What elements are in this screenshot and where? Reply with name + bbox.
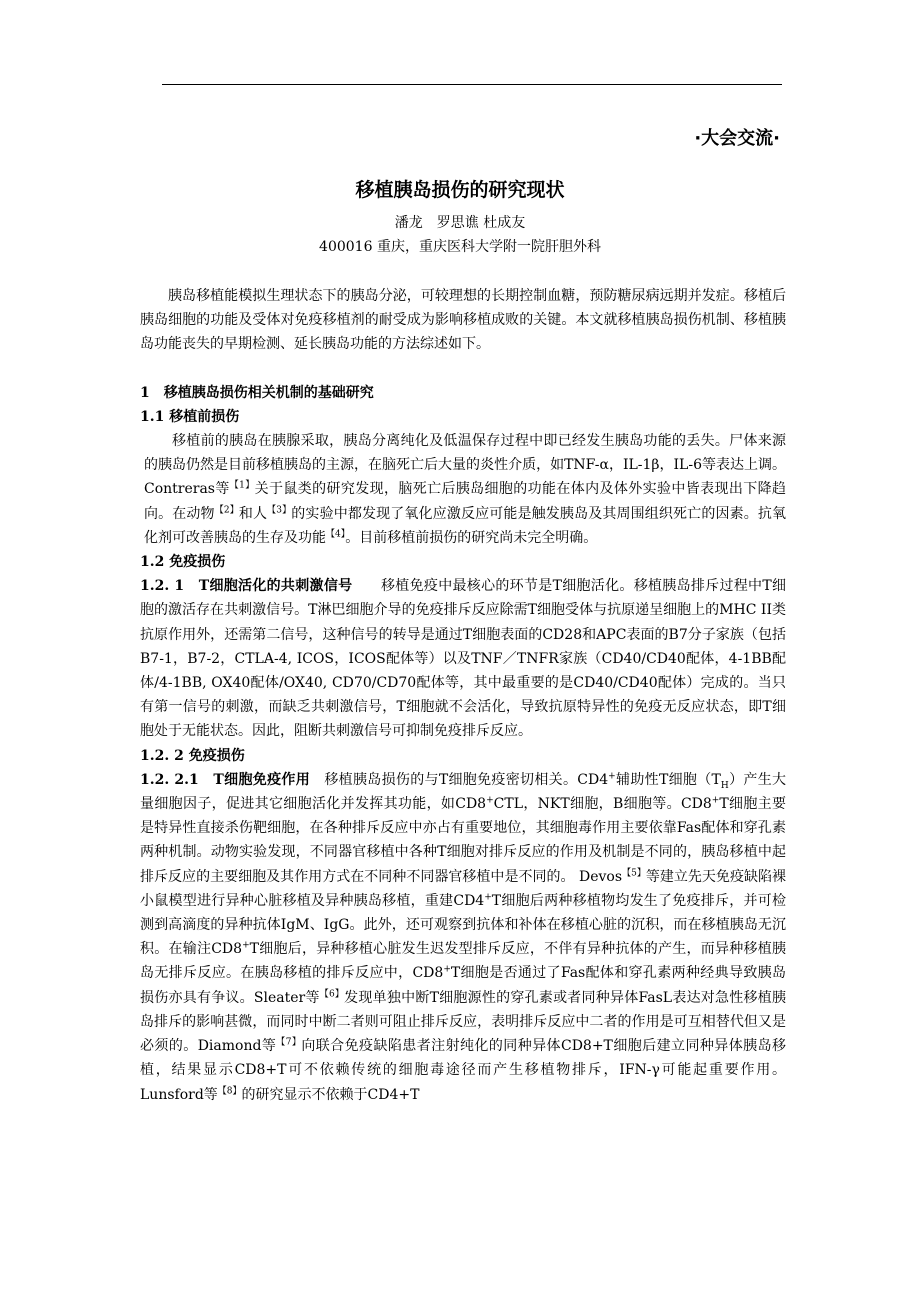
article-body [140,284,786,1107]
text-run: T细胞主要是特异性直接杀伤靶细胞，在各种排斥反应中亦占有重要地位，其细胞毒作用主要依靠Fas配体和穿孔素两种机制。动物实验发现，不同器官移植中各种T细胞对排斥反应的作用及机制是不同的，胰岛移植中起排斥反应的主要细胞及其作用方式在不同种不同器官移植中是不同的。 Devos [140,796,786,885]
text-run: 移植免疫中最核心的环节是T细胞活化。移植胰岛排斥过程中T细胞的激活存在共刺激信号。T淋巴细胞介导的免疫排斥反应除需T细胞受体与抗原递呈细胞上的MHC II类抗原作用外，还需第二信号，这种信号的转导是通过T细胞表面的CD28和APC表面的B7分子家族（包括B7-1，B7-2，CTLA-4, ICOS，ICOS配体等）以及TNF／TNFR家族（CD40/CD40配体，4-1BB配体/4-1BB, OX40配体/OX40, CD70/CD70配体等，其中最重要的是CD40/CD40配体）完成的。当只有第一信号的刺激，而缺乏共刺激信号，T细胞就不会活化，导致抗原特异性的免疫无反应状态，即T细胞处于无能状态。因此，阻断共刺激信号可抑制免疫排斥反应。 [140,578,786,740]
text-run: 向联合免疫缺陷患者注射纯化的同种异体CD8+T细胞后建立同种异体胰岛移植，结果显示CD8+T可不依赖传统的细胞毒途径而产生移植物排斥，IFN-γ可能起重要作用。Lunsford等 [140,1038,786,1103]
authors: 潘龙 罗思谯 杜成友 [394,215,526,231]
superscript-plus: + [711,795,720,806]
text-run: T细胞后两种移植物均发生了免疫排斥，并可检测到高滴度的异种抗体IgM、IgG。此外，还可观察到抗体和补体在移植心脏的沉积，而在移植胰岛无沉积。在输注CD8 [140,892,787,958]
affiliation: 400016 重庆，重庆医科大学附一院肝胆外科 [319,239,601,255]
text-run: T细胞后，异种移植心脏发生迟发型排斥反应，不伴有异种抗体的产生，而异种移植胰岛无排斥反应。在胰岛移植的排斥反应中，CD8 [140,941,787,982]
article-title: 移植胰岛损伤的研究现状 [355,179,565,201]
superscript-plus: + [242,940,250,951]
section-1-1-paragraph [144,429,786,550]
section-1-2-2-1-paragraph [140,768,786,1107]
text-run: ）产生大量细胞因子，促进其它细胞活化并发挥其功能，如CD8 [140,771,787,813]
superscript-plus: + [484,892,492,903]
section-1-2-2-heading: 1.2. 2 免疫损伤 [140,747,245,764]
citation-3: 【3】 [267,504,292,515]
text-run: 和人 [238,505,268,522]
column-tag: ·大会交流· [694,128,780,149]
text-run: 关于鼠类的研究发现，脑死亡后胰岛细胞的功能在体内及体外实验中皆表现出下降趋向。在动物 [144,481,787,522]
text-run: CTL，NKT细胞，B细胞等。CD8 [493,796,712,813]
abstract-paragraph: 胰岛移植能模拟生理状态下的胰岛分泌，可较理想的长期控制血糖，预防糖尿病远期并发症。移植后胰岛细胞的功能及受体对免疫移植剂的耐受成为影响移植成败的关键。本文就移植胰岛损伤机制、移植胰岛功能丧失的早期检测、延长胰岛功能的方法综述如下。 [140,288,786,353]
text-run: T细胞是否通过了Fas配体和穿孔素两种经典导致胰岛损伤亦具有争议。Sleater等 [140,965,787,1006]
superscript-plus: + [486,795,494,806]
text-run: 移植前的胰岛在胰腺采取，胰岛分离纯化及低温保存过程中即已经发生胰岛功能的丢失。尸体来源的胰岛仍然是目前移植胰岛的主源，在脑死亡后大量的炎性介质，如TNF-α，IL-1β，IL-6等表达上调。Contreras等 [144,433,786,498]
section-1-1-body [140,429,786,550]
section-1-2-1-paragraph [140,574,786,743]
spacer [140,357,786,381]
text-run: 。目前移植前损伤的研究尚未完全明确。 [345,529,598,546]
citation-4: 【4】 [326,529,346,540]
text-run: 移植胰岛损伤的与T细胞免疫密切相关。CD4 [324,771,609,788]
citation-8: 【8】 [217,1085,242,1096]
subscript-h: H [720,780,729,791]
header-rule [162,84,782,85]
text-run: 发现单独中断T细胞源性的穿孔素或者同种异体FasL表达对急性移植胰岛排斥的影响甚微，而同时中断二者则可阻止排斥反应，表明排斥反应中二者的作用是可互相替代但又是必须的。Diamond等 [140,989,786,1055]
citation-2: 【2】 [214,504,239,515]
section-1-2-1-heading: 1.2. 1 T细胞活化的共刺激信号 [140,578,353,595]
superscript-plus: + [443,964,451,975]
text-run: 等建立先天免疫缺陷裸小鼠模型进行异种心脏移植及异种胰岛移植，重建CD4 [140,868,786,909]
citation-7: 【7】 [276,1037,302,1048]
citation-1: 【1】 [229,480,255,491]
text-run: 的实验中都发现了氧化应激反应可能是触发胰岛及其周围组织死亡的因素。抗氧化剂可改善胰岛的生存及功能 [144,505,787,546]
citation-5: 【5】 [622,868,646,879]
section-1-heading: 1 移植胰岛损伤相关机制的基础研究 [140,384,374,401]
section-1-1-heading: 1.1 移植前损伤 [140,408,240,425]
citation-6: 【6】 [319,989,345,1000]
superscript-plus: + [608,771,616,782]
section-1-2-heading: 1.2 免疫损伤 [140,554,226,571]
text-run: 辅助性T细胞（T [615,771,721,788]
section-1-2-2-1-heading: 1.2. 2.1 T细胞免疫作用 [140,771,311,788]
text-run: 的研究显示不依赖于CD4+T [241,1086,420,1103]
